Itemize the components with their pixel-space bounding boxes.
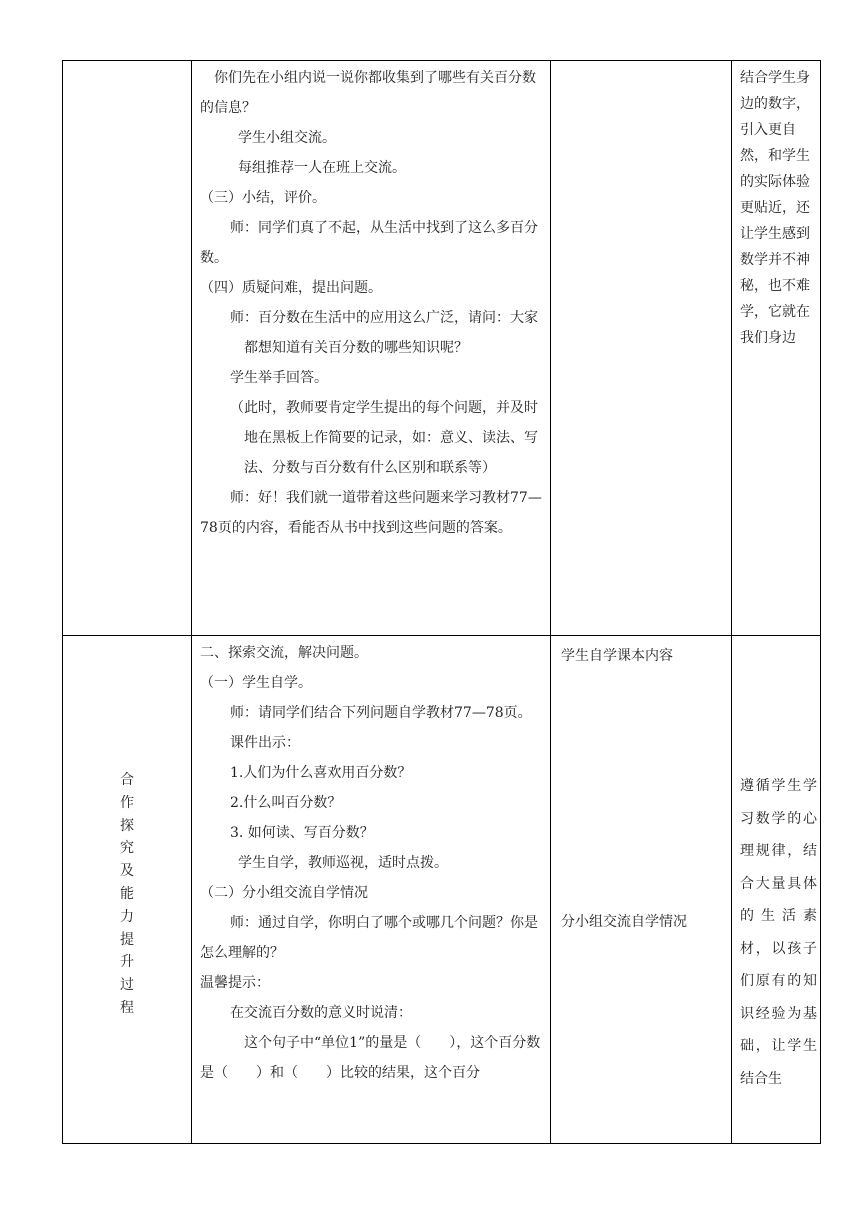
design-intent-cell xyxy=(732,636,821,1144)
stage-char: 探 xyxy=(120,817,134,834)
content-cell xyxy=(192,61,551,636)
content-paragraph: 师：请同学们结合下列问题自学教材77—78页。 xyxy=(230,705,532,721)
content-paragraph: 师：同学们真了不起，从生活中找到了这么多百分数。 xyxy=(200,220,538,266)
stage-char: 及 xyxy=(120,863,134,880)
section-heading: 二、探索交流，解决问题。 xyxy=(200,645,368,661)
lesson-plan-table xyxy=(62,60,821,1144)
content-paragraph: 学生小组交流。 xyxy=(238,130,336,146)
student-activity-cell xyxy=(551,61,732,636)
student-activity-cell xyxy=(551,636,732,1144)
list-item: 1.人们为什么喜欢用百分数？ xyxy=(230,765,412,781)
stage-char: 过 xyxy=(120,977,134,994)
design-intent-text: 结合学生身边的数字，引入更自然，和学生的实际体验更贴近，还让学生感到数学并不神秘，也不难学，它就在我们身边 xyxy=(740,70,810,346)
stage-char: 合 xyxy=(120,772,134,788)
student-activity-text: 学生自学课本内容 xyxy=(561,648,673,664)
section-heading: （三）小结，评价。 xyxy=(200,190,326,206)
content-paragraph: 你们先在小组内说一说你都收集到了哪些有关百分数的信息？ xyxy=(200,70,536,116)
content-cell xyxy=(192,636,551,1144)
table-row xyxy=(63,636,821,1144)
list-item: 3. 如何读、写百分数？ xyxy=(230,825,374,841)
content-paragraph: 每组推荐一人在班上交流。 xyxy=(238,160,406,176)
section-heading: （二）分小组交流自学情况 xyxy=(200,885,368,901)
design-intent-text: 遵循学生学习数学的心理规律，结合大量具体的生活素材，以孩子们原有的知识经验为基础，让学生结合生 xyxy=(740,778,817,1087)
list-item: 2.什么叫百分数？ xyxy=(230,795,342,811)
stage-cell xyxy=(63,636,192,1144)
tip-heading: 温馨提示： xyxy=(200,975,270,991)
content-paragraph: 课件出示： xyxy=(230,735,300,751)
student-activity-text: 分小组交流自学情况 xyxy=(561,914,687,930)
content-paragraph: 师：好！我们就一道带着这些问题来学习教材77—78页的内容，看能否从书中找到这些问题的答案。 xyxy=(200,490,542,536)
stage-label xyxy=(63,769,191,1020)
table-row xyxy=(63,61,821,636)
section-heading: （一）学生自学。 xyxy=(200,675,312,691)
content-paragraph: 学生举手回答。 xyxy=(230,370,328,386)
section-heading: （四）质疑问难，提出问题。 xyxy=(200,280,382,296)
stage-char: 作 xyxy=(120,794,134,811)
stage-char: 升 xyxy=(120,954,134,971)
content-paragraph: （此时，教师要肯定学生提出的每个问题，并及时地在黑板上作简要的记录，如：意义、读法、写法、分数与百分数有什么区别和联系等） xyxy=(230,400,538,476)
stage-cell xyxy=(63,61,192,636)
stage-char: 力 xyxy=(120,908,134,925)
content-paragraph: 学生自学，教师巡视，适时点拨。 xyxy=(238,855,448,871)
stage-char: 能 xyxy=(120,885,134,902)
content-paragraph: 师：百分数在生活中的应用这么广泛，请问：大家都想知道有关百分数的哪些知识呢？ xyxy=(230,310,538,356)
stage-char: 究 xyxy=(120,840,134,857)
content-paragraph: 师：通过自学，你明白了哪个或哪几个问题？你是怎么理解的？ xyxy=(200,915,538,961)
content-paragraph: 在交流百分数的意义时说清： xyxy=(230,1005,412,1021)
design-intent-cell xyxy=(732,61,821,636)
stage-char: 程 xyxy=(120,999,134,1016)
stage-char: 提 xyxy=(120,931,134,948)
content-paragraph: 这个句子中“单位1”的量是（ ），这个百分数是（ ）和（ ）比较的结果，这个百分 xyxy=(200,1035,541,1081)
